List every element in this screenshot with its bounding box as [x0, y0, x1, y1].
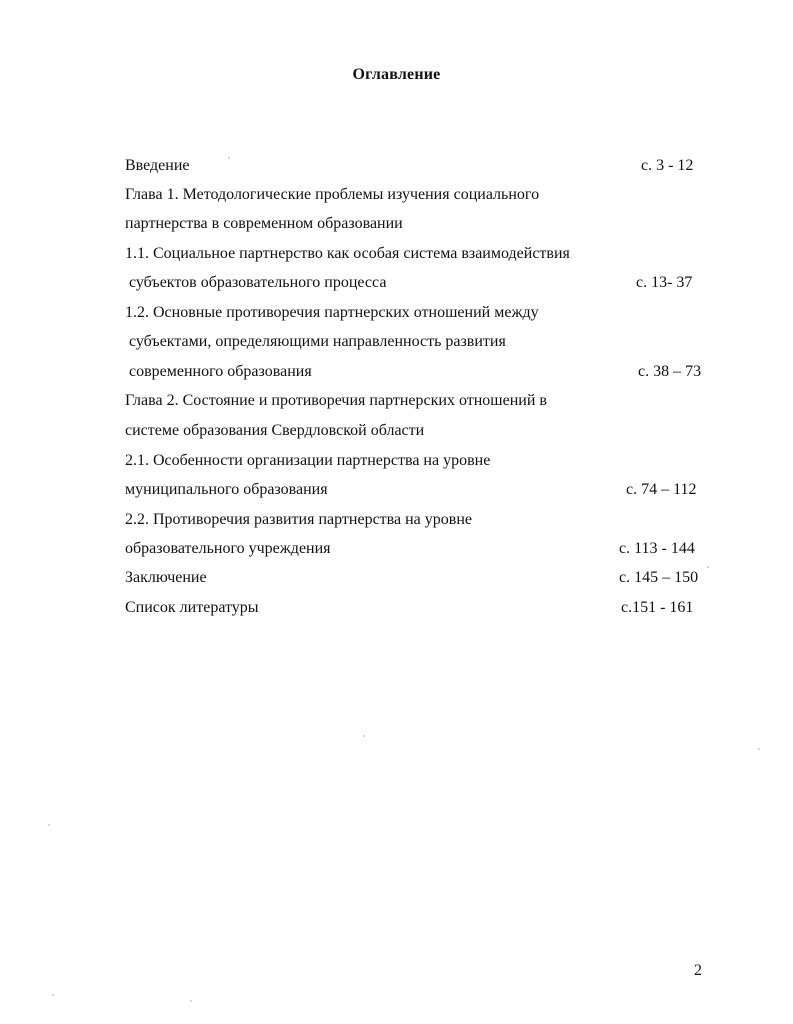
toc-entry-text: партнерства в современном образовании	[125, 215, 403, 232]
toc-entry-introduction	[0, 154, 793, 178]
toc-entry-section-2-1-line-1	[0, 449, 793, 473]
scan-speck	[228, 157, 230, 159]
toc-entry-section-1-1-line-1	[0, 242, 793, 266]
toc-entry-text: 1.2. Основные противоречия партнерских отношений между	[125, 304, 539, 321]
toc-entry-pages: с. 13- 37	[636, 274, 693, 291]
toc-entry-section-2-2-line-1	[0, 508, 793, 532]
toc-entry-section-1-1-line-2	[0, 271, 793, 295]
scan-speck	[707, 566, 709, 568]
toc-entry-text: муниципального образования	[125, 481, 328, 498]
scan-speck	[190, 1000, 192, 1002]
scan-speck	[48, 824, 50, 826]
toc-entry-chapter-2-line-1	[0, 389, 793, 413]
toc-entry-text: Заключение	[125, 569, 207, 586]
toc-entry-section-1-2-line-2	[0, 330, 793, 354]
toc-entry-pages: с. 38 – 73	[638, 363, 702, 380]
toc-entry-text: современного образования	[129, 363, 312, 380]
toc-entry-text: 2.2. Противоречия развития партнерства на уровне	[125, 511, 472, 528]
toc-entry-text: Глава 1. Методологические проблемы изучения социального	[125, 186, 540, 203]
toc-entry-text: Введение	[125, 157, 190, 174]
page-number: 2	[694, 962, 702, 979]
toc-entry-text: Глава 2. Состояние и противоречия партнерских отношений в	[125, 392, 547, 409]
toc-entry-text: 2.1. Особенности организации партнерства на уровне	[125, 452, 491, 469]
scan-speck	[758, 748, 760, 750]
page-title: Оглавление	[352, 66, 441, 83]
toc-entry-text: образовательного учреждения	[125, 540, 331, 557]
toc-entry-chapter-1-line-1	[0, 183, 793, 207]
toc-entry-pages: с. 145 – 150	[619, 569, 699, 586]
toc-entry-bibliography	[0, 596, 793, 620]
toc-entry-text: Список литературы	[125, 599, 259, 616]
toc-entry-pages: с. 74 – 112	[626, 481, 697, 498]
toc-entry-section-1-2-line-3	[0, 360, 793, 384]
toc-entry-section-1-2-line-1	[0, 301, 793, 325]
toc-entry-text: системе образования Свердловской области	[125, 422, 425, 439]
toc-entry-chapter-2-line-2	[0, 419, 793, 443]
scan-speck	[363, 735, 365, 737]
toc-entry-pages: с. 113 - 144	[619, 540, 695, 557]
toc-entry-section-2-2-line-2	[0, 537, 793, 561]
toc-entry-conclusion	[0, 566, 793, 590]
scan-speck	[52, 994, 54, 996]
toc-entry-text: 1.1. Социальное партнерство как особая система взаимодействия	[125, 245, 570, 262]
toc-entry-section-2-1-line-2	[0, 478, 793, 502]
toc-entry-pages: с.151 - 161	[621, 599, 694, 616]
toc-entry-chapter-1-line-2	[0, 212, 793, 236]
toc-entry-text: субъектов образовательного процесса	[129, 274, 387, 291]
toc-entry-pages: с. 3 - 12	[641, 157, 694, 174]
toc-entry-text: субъектами, определяющими направленность развития	[129, 333, 506, 350]
